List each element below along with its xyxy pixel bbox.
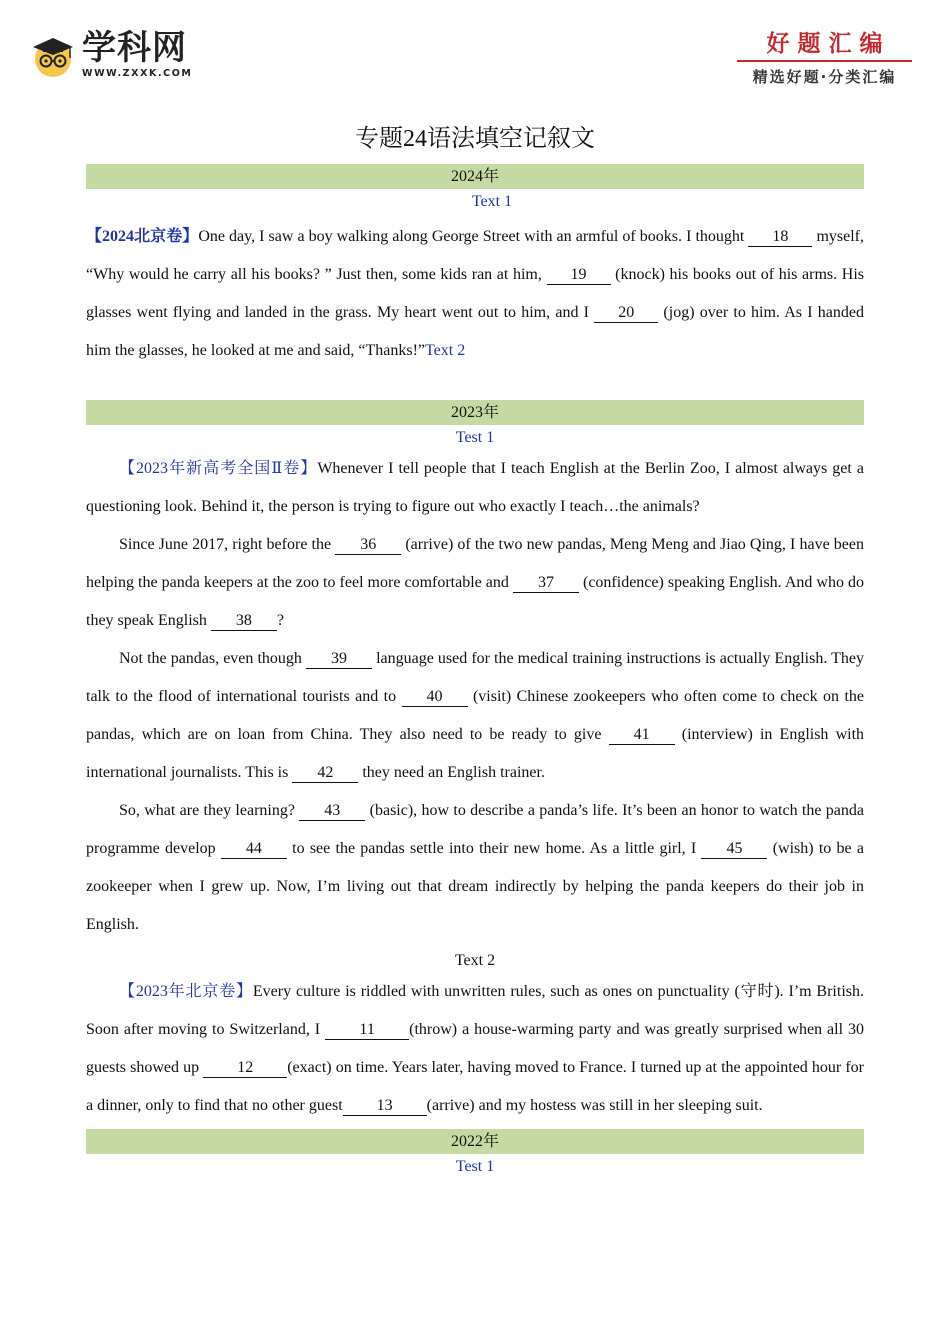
mascot-icon <box>30 32 76 78</box>
blank-43: 43 <box>299 802 365 821</box>
logo-url: WWW.ZXXK.COM <box>82 68 193 79</box>
blank-11: 11 <box>325 1021 409 1040</box>
brand-divider <box>737 60 912 62</box>
blank-39: 39 <box>306 650 372 669</box>
blank-40: 40 <box>402 688 468 707</box>
source-label: 【2023年新高考全国Ⅱ卷】 <box>119 460 318 477</box>
page-header <box>0 0 950 110</box>
blank-13: 13 <box>343 1097 427 1116</box>
blank-19: 19 <box>547 266 611 285</box>
test1-heading-2023: Test 1 <box>455 429 495 446</box>
blank-38: 38 <box>211 612 277 631</box>
brand-title: 好题汇编 <box>766 31 891 57</box>
test1-heading-2022: Test 1 <box>455 1158 495 1175</box>
year-bar-2022: 2022年 <box>86 1129 864 1154</box>
blank-18: 18 <box>748 228 812 247</box>
logo-name: 学科网 <box>82 28 187 68</box>
passage-2024: 【2024北京卷】One day, I saw a boy walking along George Street with an armful of books. I thought 18 myself, “Why would he carry all his books? ” Just then, some kids ran at him, 19 (knock) his books out of his arms. His glasses went flying and landed in the grass. My heart went out to him, and I 20 (jog) over to him. As I handed him the glasses, he looked at me and said, “Thanks!”Text 2 <box>86 228 865 359</box>
source-label: 【2024北京卷】 <box>86 228 199 245</box>
blank-36: 36 <box>335 536 401 555</box>
document-body <box>86 122 864 1179</box>
source-label: 【2023年北京卷】 <box>119 983 253 1000</box>
text1-heading-2024: Text 1 <box>471 193 513 210</box>
blank-37: 37 <box>513 574 579 593</box>
brand-mark <box>737 30 912 87</box>
passage-2023-p2: Since June 2017, right before the 36 (arrive) of the two new pandas, Meng Meng and Jiao Qing, I have been helping the panda keepers at the zoo to feel more comfortable and 37 (confidence) speaking English. And who do they speak English 38 ? <box>86 536 865 629</box>
blank-41: 41 <box>609 726 675 745</box>
passage-2023-p3: Not the pandas, even though 39 language used for the medical training instructions is actually English. They talk to the flood of international tourists and to 40 (visit) Chinese zookeepers who often come to check on the pandas, which are on loan from China. They also need to be ready to give 41 (interview) in English with international journalists. This is 42 they need an English trainer. <box>86 650 865 781</box>
blank-20: 20 <box>594 304 658 323</box>
text2-link[interactable]: Text 2 <box>425 342 466 359</box>
year-bar-2024: 2024年 <box>86 164 864 189</box>
blank-44: 44 <box>221 840 287 859</box>
passage-2023-p1: 【2023年新高考全国Ⅱ卷】Whenever I tell people that I teach English at the Berlin Zoo, I almost always get a questioning look. Behind it, the person is trying to figure out who exactly I teach…the animals? <box>86 460 864 515</box>
year-bar-2023: 2023年 <box>86 400 864 425</box>
blank-12: 12 <box>203 1059 287 1078</box>
site-logo[interactable] <box>30 30 192 79</box>
text2-heading-2023: Text 2 <box>454 952 496 969</box>
blank-45: 45 <box>701 840 767 859</box>
page-title: 专题24语法填空记叙文 <box>355 126 595 152</box>
passage-2023-text2: 【2023年北京卷】Every culture is riddled with unwritten rules, such as ones on punctuality (守时). I’m British. Soon after moving to Switzerland, I 11 (throw) a house-warming party and was greatly surprised when all 30 guests showed up 12 (exact) on time. Years later, having moved to France. I turned up at the appointed hour for a dinner, only to find that no other guest 13 (arrive) and my hostess was still in her sleeping suit. <box>86 983 864 1114</box>
passage-2023-p4: So, what are they learning? 43 (basic), how to describe a panda’s life. It’s been an honor to watch the panda programme develop 44 to see the pandas settle into their new home. As a little girl, I 45 (wish) to be a zookeeper when I grew up. Now, I’m living out that dream indirectly by helping the panda keepers do their job in English. <box>86 802 864 933</box>
brand-subtitle: 精选好题·分类汇编 <box>752 68 897 86</box>
blank-42: 42 <box>292 764 358 783</box>
